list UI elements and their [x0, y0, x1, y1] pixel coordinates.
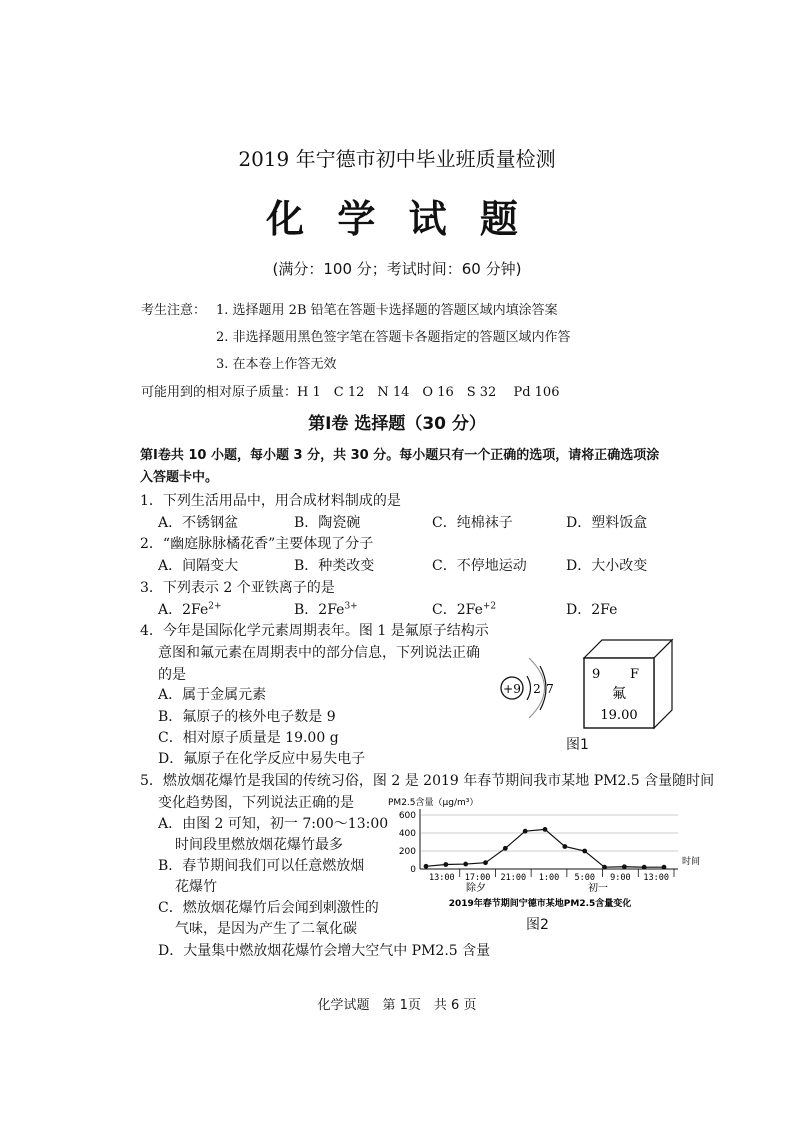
q2-option-d: D．大小改变 [566, 558, 648, 574]
q5-option-c-cont: 气味，是因为产生了二氧化碳 [175, 921, 357, 937]
subject-title: 化 学 试 题 [266, 196, 528, 241]
score-time: (满分：100 分；考试时间：60 分钟) [272, 260, 522, 278]
figure-2-caption: 图2 [526, 917, 549, 933]
shell-1-electrons: 2 [533, 682, 541, 696]
q5-stem: 5．燃放烟花爆竹是我国的传统习俗，图 2 是 2019 年春节期间我市某地 PM2.5 含量随时间 [140, 773, 715, 789]
q1-option-b: B．陶瓷碗 [294, 515, 361, 531]
element-symbol: F [630, 667, 640, 682]
q5-option-a-cont: 时间段里燃放烟花爆竹最多 [175, 837, 343, 853]
q5-option-c: C．燃放烟花爆竹后会闻到刺激性的 [158, 900, 379, 916]
atomic-number: 9 [592, 667, 601, 682]
exam-title: 2019 年宁德市初中毕业班质量检测 [238, 147, 556, 171]
q4-option-a: A．属于金属元素 [158, 687, 267, 703]
q2-option-a: A．间隔变大 [158, 558, 239, 574]
data-point [582, 849, 587, 854]
x-tick-label: 13:00 [643, 873, 669, 883]
atomic-masses: 可能用到的相对原子质量：H 1 C 12 N 14 O 16 S 32 Pd 106 [141, 385, 560, 400]
q2-stem: 2．“幽庭脉脉橘花香”主要体现了分子 [140, 536, 374, 552]
x-tick-label: 1:00 [538, 873, 560, 883]
q3-option-c: C．$2Fe^{+2}$ [432, 601, 497, 618]
q2-option-b: B．种类改变 [294, 558, 375, 574]
q4-stem: 4．今年是国际化学元素周期表年。图 1 是氟原子结构示 [140, 623, 489, 639]
chart-ylabel: PM2.5含量（μg/m³） [388, 798, 479, 808]
q5-option-b-cont: 花爆竹 [175, 879, 217, 895]
section-instructions-cont: 入答题卡中。 [140, 470, 219, 485]
data-point [662, 865, 667, 870]
day-label-day1: 初一 [588, 883, 608, 894]
chart-xlabel-1: 时间 [682, 857, 701, 867]
fluorine-atom-diagram [496, 650, 568, 726]
y-tick-label: 0 [410, 865, 416, 875]
q1-option-c: C．纯棉袜子 [432, 515, 513, 531]
data-point [424, 864, 429, 869]
figure-1-caption: 图1 [566, 737, 589, 753]
note-item: 1. 选择题用 2B 铅笔在答题卡选择题的答题区域内填涂答案 [216, 303, 558, 318]
data-point [483, 860, 488, 865]
periodic-cell [580, 636, 676, 732]
shell-2-electrons: 7 [546, 682, 554, 696]
q4-option-c: C．相对原子质量是 19.00 g [158, 730, 339, 746]
x-tick-label: 17:00 [464, 873, 491, 883]
y-tick-label: 200 [398, 847, 416, 857]
data-point [622, 864, 627, 869]
q4-stem-cont: 的是 [158, 667, 186, 683]
relative-atomic-mass: 19.00 [600, 708, 638, 723]
y-tick-label: 400 [398, 829, 416, 839]
page-footer: 化学试题 第 1页 共 6 页 [317, 998, 477, 1013]
x-tick-label: 21:00 [500, 873, 527, 883]
q5-stem-cont: 变化趋势图，下列说法正确的是 [158, 795, 354, 811]
notes-label: 考生注意： [141, 303, 207, 318]
section-instructions: 第Ⅰ卷共 10 小题，每小题 3 分，共 30 分。每小题只有一个正确的选项，请将正确选项涂 [140, 448, 660, 463]
pm25-series-line [426, 829, 664, 867]
q5-option-a: A．由图 2 可知，初一 7:00～13:00 [158, 816, 389, 832]
note-item: 2. 非选择题用黑色签字笔在答题卡各题指定的答题区域内作答 [216, 330, 571, 345]
q3-option-b: B．$2Fe^{3+}$ [294, 601, 358, 618]
q3-stem: 3．下列表示 2 个亚铁离子的是 [140, 580, 335, 596]
q4-option-b: B．氟原子的核外电子数是 9 [158, 709, 336, 725]
note-item: 3. 在本卷上作答无效 [216, 357, 337, 372]
x-tick-label: 13:00 [429, 873, 455, 883]
data-point [523, 829, 528, 834]
q3-option-d: D．2Fe [566, 602, 618, 618]
data-point [463, 862, 468, 867]
y-tick-label: 600 [398, 811, 416, 821]
q5-option-b: B．春节期间我们可以任意燃放烟 [158, 858, 365, 874]
data-point [443, 862, 448, 867]
x-tick-label: 5:00 [574, 873, 595, 883]
data-point [642, 865, 647, 870]
data-point [503, 846, 508, 851]
q2-option-c: C．不停地运动 [432, 558, 527, 574]
q4-stem-cont: 意图和氟元素在周期表中的部分信息，下列说法正确 [158, 645, 480, 661]
q4-option-d: D．氟原子在化学反应中易失电子 [158, 751, 366, 767]
data-point [602, 865, 607, 870]
q1-stem: 1．下列生活用品中，用合成材料制成的是 [140, 493, 401, 509]
day-label-eve: 除夕 [466, 883, 486, 894]
section-title: 第Ⅰ卷 选择题（30 分） [308, 414, 486, 434]
q3-option-a: A．$2Fe^{2+}$ [158, 601, 222, 618]
pm25-chart [382, 793, 701, 915]
x-tick-label: 9:00 [610, 873, 631, 883]
data-point [543, 827, 548, 832]
data-point [562, 844, 567, 849]
chart-title: 2019年春节期间宁德市某地PM2.5含量变化 [448, 899, 632, 909]
element-name: 氟 [612, 686, 626, 702]
q5-option-d: D．大量集中燃放烟花爆竹会增大空气中 PM2.5 含量 [158, 943, 491, 959]
nucleus-charge: +9 [503, 682, 521, 696]
q1-option-a: A．不锈钢盆 [158, 515, 239, 531]
electron-shell-1 [527, 676, 531, 700]
q1-option-d: D．塑料饭盒 [566, 515, 648, 531]
